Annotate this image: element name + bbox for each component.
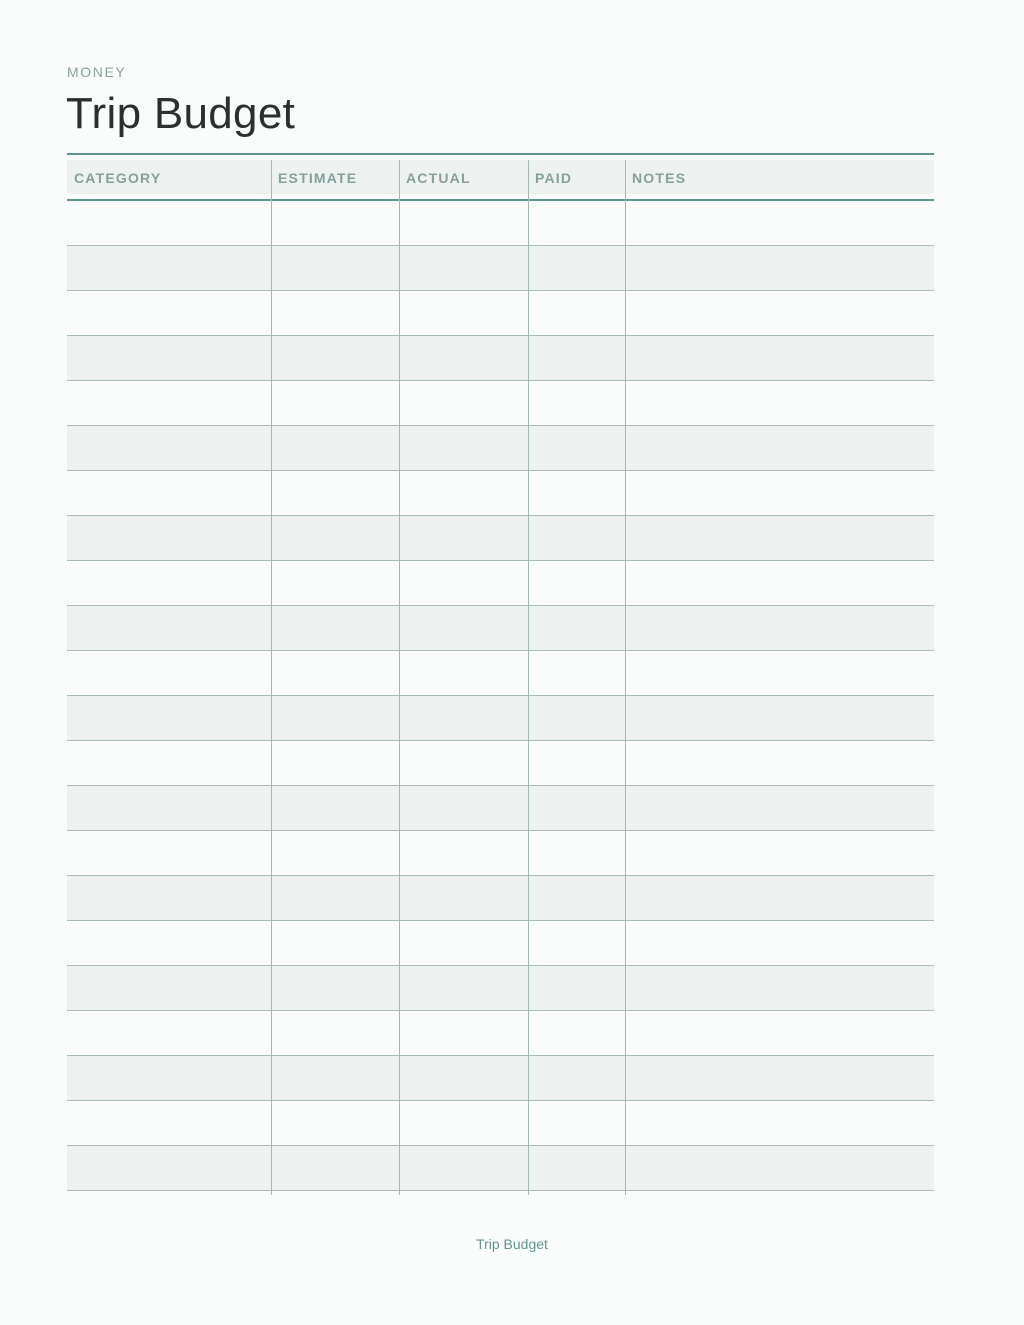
table-top-rule — [67, 153, 934, 155]
column-divider — [625, 160, 626, 1195]
table-row[interactable] — [67, 1101, 934, 1146]
column-divider — [271, 160, 272, 1195]
column-header-notes: NOTES — [632, 170, 687, 186]
table-row[interactable] — [67, 471, 934, 516]
table-row[interactable] — [67, 651, 934, 696]
table-row[interactable] — [67, 246, 934, 291]
table-row[interactable] — [67, 426, 934, 471]
table-body — [67, 201, 934, 1191]
table-row[interactable] — [67, 561, 934, 606]
table-row[interactable] — [67, 1146, 934, 1191]
table-row[interactable] — [67, 336, 934, 381]
table-row[interactable] — [67, 966, 934, 1011]
table-row[interactable] — [67, 516, 934, 561]
column-header-estimate: ESTIMATE — [278, 170, 358, 186]
column-divider — [528, 160, 529, 1195]
table-row[interactable] — [67, 921, 934, 966]
table-row[interactable] — [67, 786, 934, 831]
table-row[interactable] — [67, 876, 934, 921]
table-row[interactable] — [67, 696, 934, 741]
column-header-actual: ACTUAL — [406, 170, 471, 186]
table-row[interactable] — [67, 201, 934, 246]
table-row[interactable] — [67, 606, 934, 651]
footer-label: Trip Budget — [476, 1236, 548, 1252]
section-label: MONEY — [67, 64, 127, 80]
column-header-category: CATEGORY — [74, 170, 162, 186]
column-divider — [399, 160, 400, 1195]
page-title: Trip Budget — [66, 89, 296, 138]
table-row[interactable] — [67, 381, 934, 426]
table-row[interactable] — [67, 741, 934, 786]
table-header-row — [67, 160, 934, 194]
table-row[interactable] — [67, 291, 934, 336]
column-header-paid: PAID — [535, 170, 573, 186]
table-row[interactable] — [67, 1056, 934, 1101]
table-row[interactable] — [67, 831, 934, 876]
table-row[interactable] — [67, 1011, 934, 1056]
